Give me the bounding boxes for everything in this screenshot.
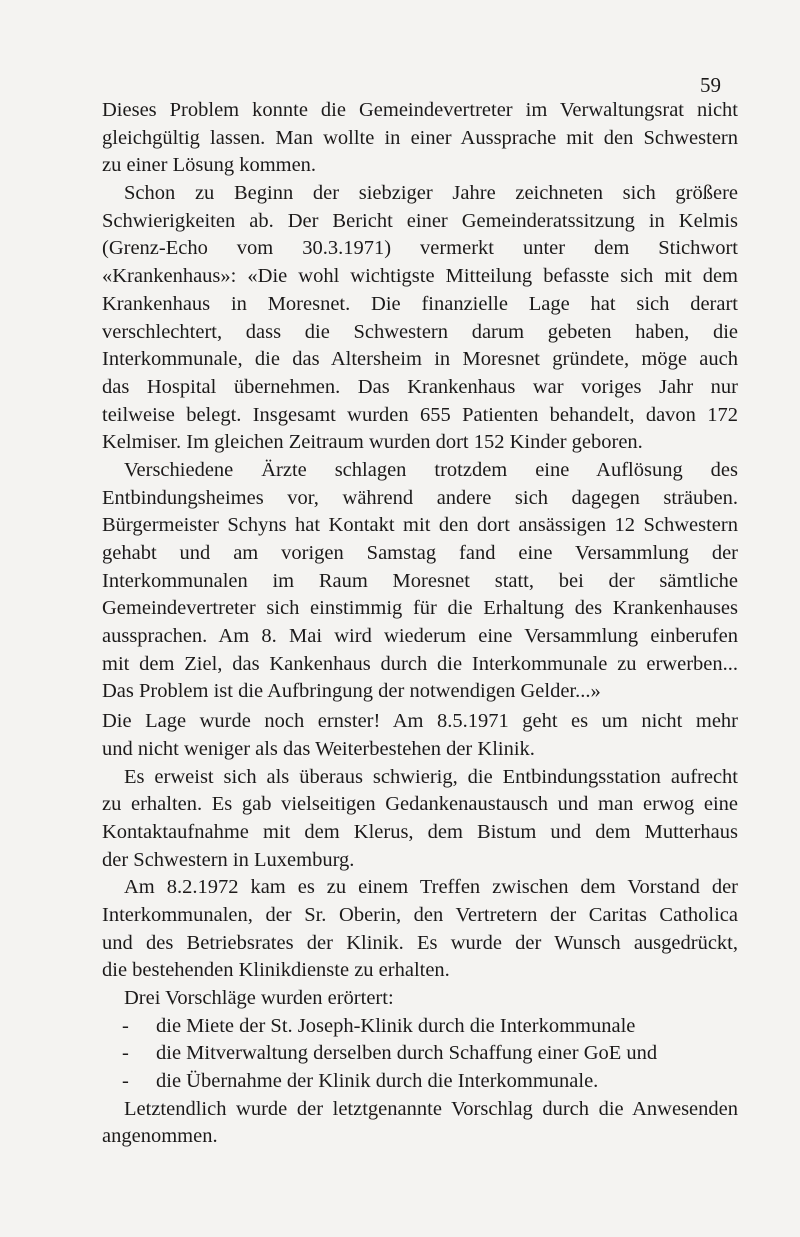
text-line: gehabt und am vorigen Samstag fand eine Versammlung der	[102, 542, 738, 564]
text-line: Drei Vorschläge wurden erörtert:	[124, 987, 394, 1009]
text-line: Schon zu Beginn der siebziger Jahre zeichneten sich größere	[124, 182, 738, 205]
text-line: zu erhalten. Es gab vielseitigen Gedankenaustausch und man erwog eine	[102, 793, 738, 816]
text-line: teilweise belegt. Insgesamt wurden 655 Patienten behandelt, davon 172	[102, 403, 738, 426]
bullet-marker: -	[122, 1070, 129, 1093]
text-line: das Hospital übernehmen. Das Krankenhaus war voriges Jahr nur	[102, 375, 738, 398]
list-item	[102, 1040, 738, 1068]
text-line: (Grenz-Echo vom 30.3.1971) vermerkt unter dem Stichwort	[102, 237, 738, 260]
text-line: Krankenhaus in Moresnet. Die finanzielle Lage hat sich derart	[102, 292, 738, 315]
list-item-text: die Miete der St. Joseph-Klinik durch die Interkommunale	[156, 1014, 636, 1037]
text-line: Schwierigkeiten ab. Der Bericht einer Gemeinderatssitzung in Kelmis	[102, 209, 738, 232]
text-line: Die Lage wurde noch ernster! Am 8.5.1971 geht es um nicht mehr	[102, 710, 738, 733]
text-line: Interkommunalen im Raum Moresnet statt, bei der sämtliche	[102, 569, 738, 592]
text-line: Kontaktaufnahme mit dem Klerus, dem Bistum und dem Mutterhaus	[102, 820, 738, 843]
text-line: mit dem Ziel, das Kankenhaus durch die Interkommunale zu erwerben...	[102, 652, 738, 675]
list-item-text: die Mitverwaltung derselben durch Schaffung einer GoE und	[156, 1042, 658, 1065]
text-line: verschlechtert, dass die Schwestern darum gebeten haben, die	[102, 320, 738, 343]
text-line: Letztendlich wurde der letztgenannte Vorschlag durch die Anwesenden	[124, 1097, 738, 1120]
text-line: der Schwestern in Luxemburg.	[102, 848, 355, 871]
text-line: Interkommunale, die das Altersheim in Moresnet gründete, möge auch	[102, 348, 738, 371]
text-line: zu einer Lösung kommen.	[102, 154, 317, 177]
text-line: aussprachen. Am 8. Mai wird wiederum eine Versammlung einberufen	[102, 625, 738, 648]
text-line: Verschiedene Ärzte schlagen trotzdem eine Auflösung des	[124, 458, 738, 481]
text-line: Interkommunalen, der Sr. Oberin, den Vertretern der Caritas Catholica	[102, 903, 738, 926]
text-line: Kelmiser. Im gleichen Zeitraum wurden dort 152 Kinder geboren.	[102, 431, 643, 454]
text-line: Gemeindevertreter sich einstimmig für die Erhaltung des Krankenhauses	[102, 597, 738, 620]
text-line: gleichgültig lassen. Man wollte in einer Aussprache mit den Schwestern	[102, 126, 738, 149]
text-line: die bestehenden Klinikdienste zu erhalten.	[102, 959, 450, 982]
bullet-marker: -	[122, 1014, 129, 1037]
bullet-marker: -	[122, 1042, 129, 1065]
page-number: 59	[700, 73, 721, 97]
text-line: Entbindungsheimes vor, während andere sich dagegen sträuben.	[102, 486, 738, 509]
text-line: Das Problem ist die Aufbringung der notwendigen Gelder...»	[102, 680, 601, 703]
body-text	[102, 97, 738, 1151]
text-line: und des Betriebsrates der Klinik. Es wurde der Wunsch ausgedrückt,	[102, 931, 738, 954]
text-line: Es erweist sich als überaus schwierig, die Entbindungsstation aufrecht	[124, 765, 738, 788]
text-line: Am 8.2.1972 kam es zu einem Treffen zwischen dem Vorstand der	[124, 876, 738, 899]
text-line: Bürgermeister Schyns hat Kontakt mit den dort ansässigen 12 Schwestern	[102, 514, 738, 537]
text-line: und nicht weniger als das Weiterbestehen der Klinik.	[102, 737, 535, 760]
list-item	[102, 1013, 738, 1041]
text-line: Dieses Problem konnte die Gemeindevertreter im Verwaltungsrat nicht	[102, 99, 738, 121]
text-line: «Krankenhaus»: «Die wohl wichtigste Mitteilung befasste sich mit dem	[102, 265, 738, 288]
list-item	[102, 1068, 738, 1096]
text-line: angenommen.	[102, 1125, 218, 1148]
list-item-text: die Übernahme der Klinik durch die Interkommunale.	[156, 1070, 599, 1093]
